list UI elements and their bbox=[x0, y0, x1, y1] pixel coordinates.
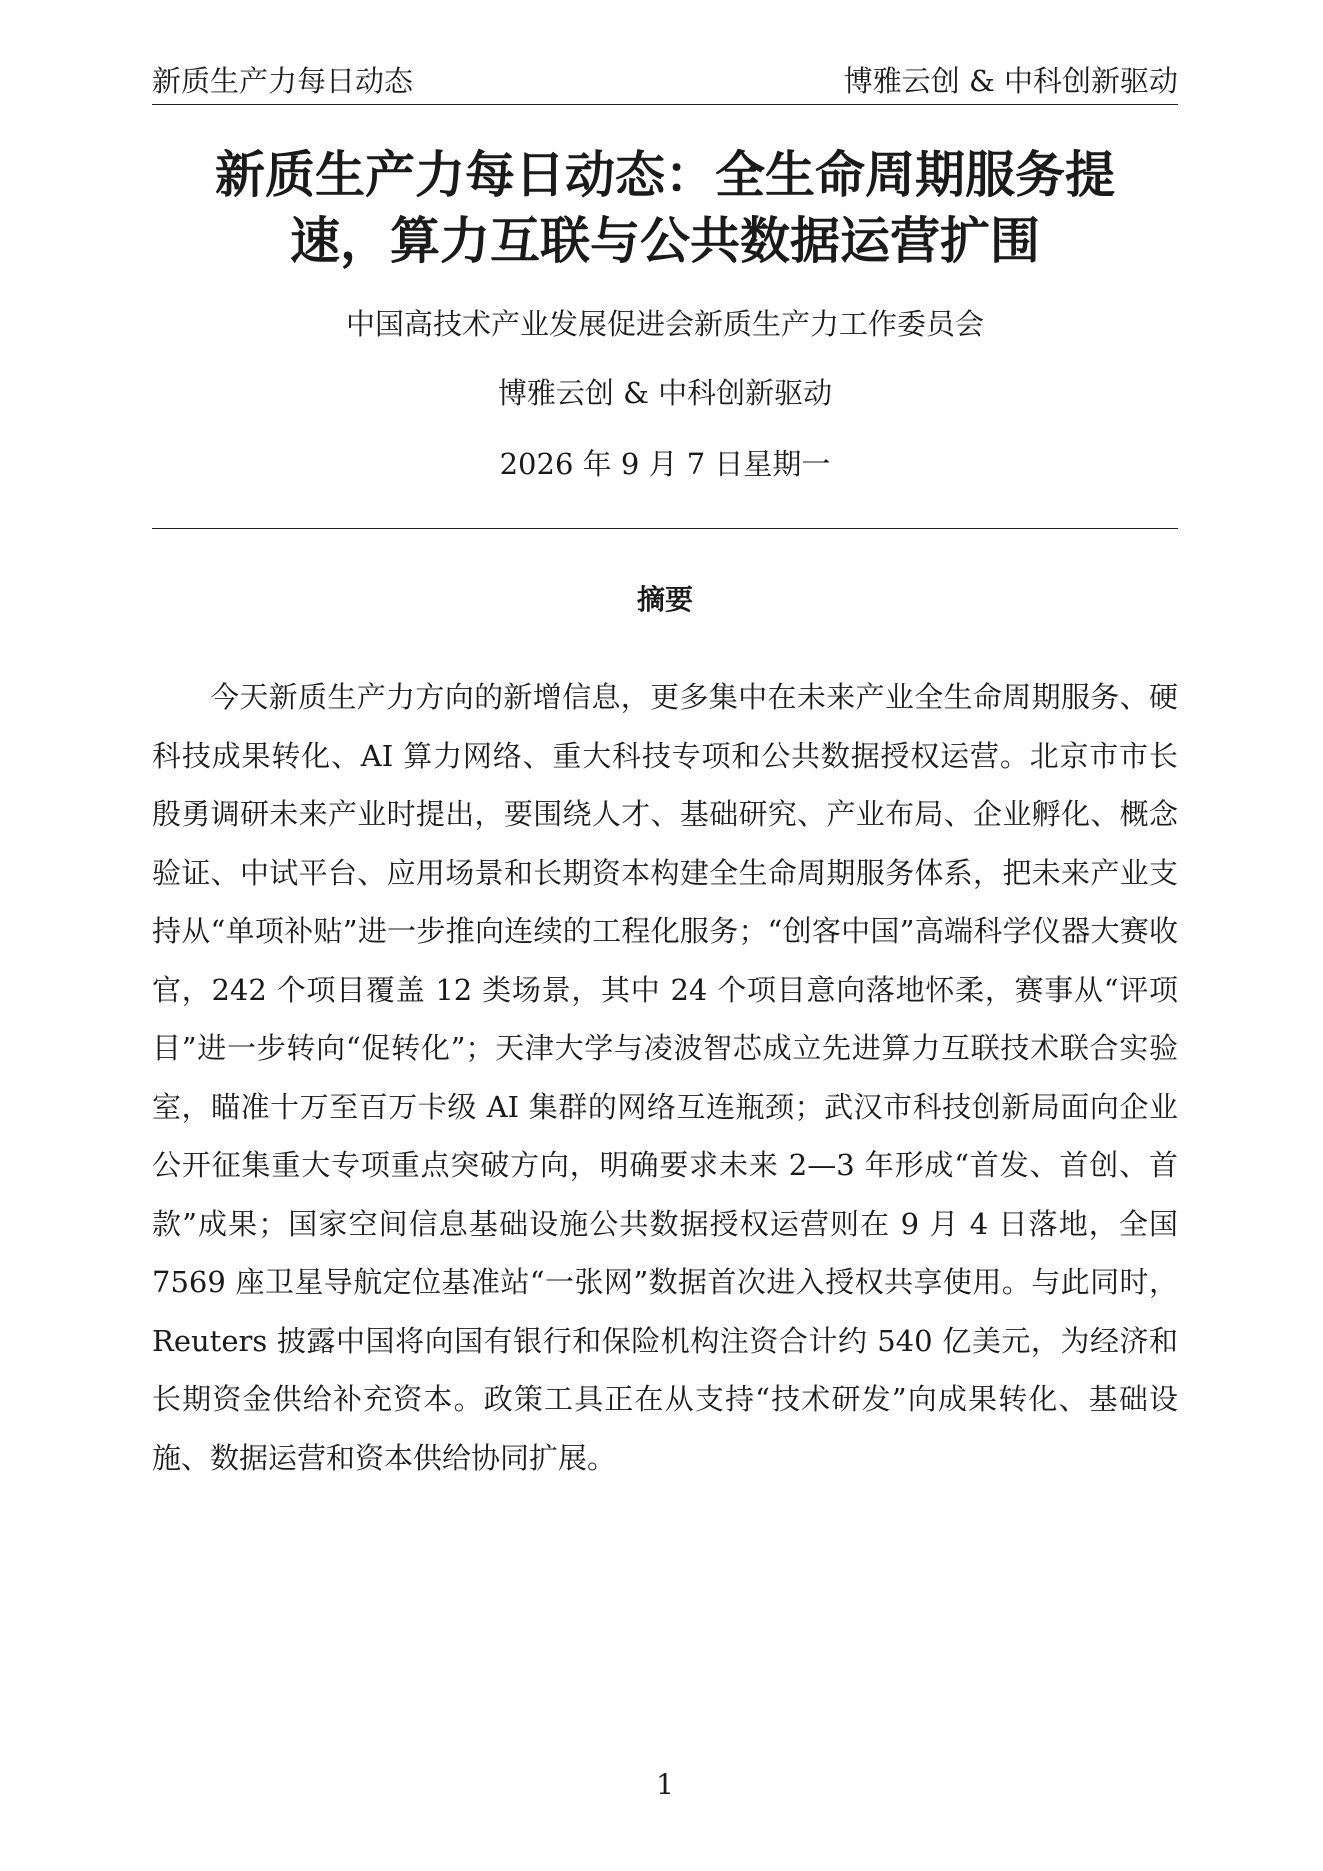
abstract-body: 今天新质生产力方向的新增信息，更多集中在未来产业全生命周期服务、硬科技成果转化、AI 算力网络、重大科技专项和公共数据授权运营。北京市市长殷勇调研未来产业时提出，要围绕人才、基础研究、产业布局、企业孵化、概念验证、中试平台、应用场景和长期资本构建全生命周期服务体系，把未来产业支持从“单项补贴”进一步推向连续的工程化服务；“创客中国”高端科学仪器大赛收官，242 个项目覆盖 12 类场景，其中 24 个项目意向落地怀柔，赛事从“评项目”进一步转向“促转化”；天津大学与凌波智芯成立先进算力互联技术联合实验室，瞄准十万至百万卡级 AI 集群的网络互连瓶颈；武汉市科技创新局面向企业公开征集重大专项重点突破方向，明确要求未来 2—3 年形成“首发、首创、首款”成果；国家空间信息基础设施公共数据授权运营则在 9 月 4 日落地，全国 7569 座卫星导航定位基准站“一张网”数据首次进入授权共享使用。与此同时，Reuters 披露中国将向国有银行和保险机构注资合计约 540 亿美元，为经济和长期资金供给补充资本。政策工具正在从支持“技术研发”向成果转化、基础设施、数据运营和资本供给协同扩展。 bbox=[152, 680, 1178, 1475]
header-left-text: 新质生产力每日动态 bbox=[152, 64, 414, 98]
title-line-2: 速，算力互联与公共数据运营扩围 bbox=[290, 211, 1040, 270]
running-header bbox=[152, 58, 1178, 105]
header-right-text: 博雅云创 & 中科创新驱动 bbox=[843, 64, 1178, 98]
author-committee: 中国高技术产业发展促进会新质生产力工作委员会 bbox=[345, 307, 984, 341]
publication-date: 2026 年 9 月 7 日星期一 bbox=[499, 447, 831, 481]
document-title bbox=[152, 142, 1178, 274]
title-line-1: 新质生产力每日动态：全生命周期服务提 bbox=[215, 145, 1115, 204]
page-number: 1 bbox=[656, 1768, 674, 1801]
abstract-heading: 摘要 bbox=[636, 583, 693, 616]
author-organization: 博雅云创 & 中科创新驱动 bbox=[497, 376, 833, 410]
title-divider bbox=[152, 528, 1178, 529]
